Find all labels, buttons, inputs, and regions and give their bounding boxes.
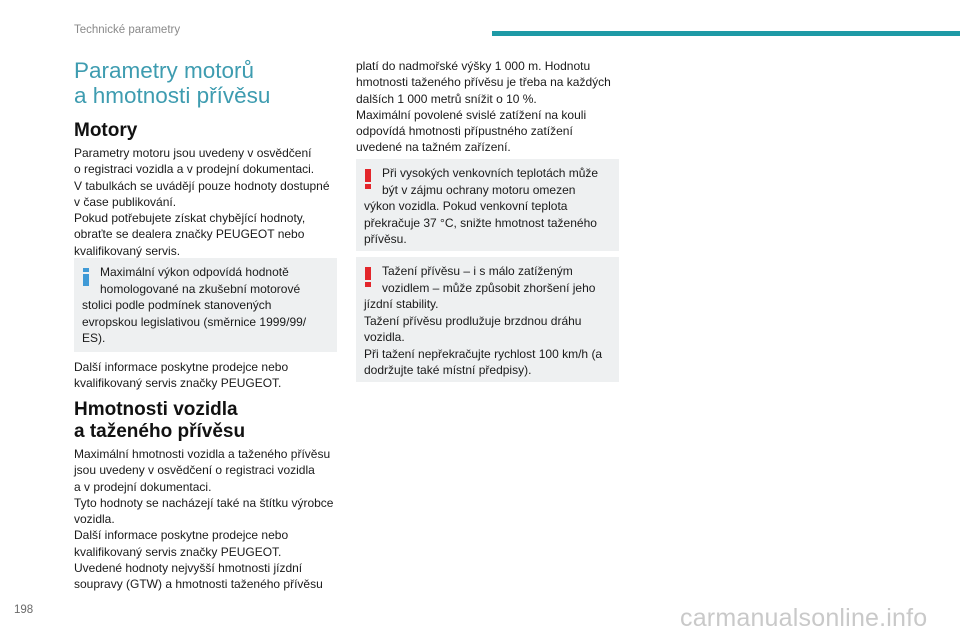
warning-note-temperature [356,159,619,251]
heading-line: a taženého přívěsu [74,421,246,442]
text-line: soupravy (GTW) a hmotnosti taženého přívěsu [74,577,323,592]
text-line: Tažení přívěsu – i s málo zatíženým [382,264,573,278]
text-line: obraťte se dealera značky PEUGEOT nebo [74,227,305,242]
warning-note-text [364,263,602,379]
text-line: překračuje 37 °C, snižte hmotnost taženého [364,215,597,230]
text-line: odpovídá hmotnosti přípustného zatížení [356,124,573,139]
info-note [74,258,337,352]
text-line: homologované na zkušební motorové [100,281,301,296]
text-line: být v zájmu ochrany motoru omezen [382,182,576,197]
text-line: přívěsu. [364,232,407,246]
section-heading-motory: Motory [74,120,138,141]
text-line: Při vysokých venkovních teplotách může [382,166,599,180]
right-paragraph [356,58,624,156]
motory-paragraph [74,145,342,259]
text-line: vozidla. [74,512,115,527]
heading-line: Hmotnosti vozidla [74,399,238,420]
text-line: jsou uvedeny v osvědčení o registraci vozidla [74,463,315,478]
running-header: Technické parametry [74,24,181,36]
text-line: Maximální povolené svislé zatížení na kouli [356,107,587,122]
page-title [74,58,344,108]
info-note-text [82,264,306,347]
text-line: Tažení přívěsu prodlužuje brzdnou dráhu [364,313,582,328]
text-line: uvedené na tažném zařízení. [356,140,511,155]
text-line: hmotnosti taženého přívěsu je třeba na každých [356,75,611,90]
text-line: Další informace poskytne prodejce nebo [74,360,289,374]
header-accent-bar [492,31,960,36]
watermark: carmanualsonline.info [680,604,928,632]
section-heading-hmotnosti [74,399,344,443]
warning-note-towing [356,257,619,382]
hmotnosti-paragraph [74,446,342,593]
text-line: Pokud potřebujete získat chybějící hodnoty, [74,211,306,226]
text-line: Uvedené hodnoty nejvyšší hmotnosti jízdní [74,561,303,576]
text-line: platí do nadmořské výšky 1 000 m. Hodnotu [356,59,591,73]
text-line: v čase publikování. [74,194,177,209]
text-line: a v prodejní dokumentaci. [74,479,212,494]
text-line: Při tažení nepřekračujte rychlost 100 km/h (a [364,346,603,361]
text-line: Parametry motoru jsou uvedeny v osvědčení [74,146,312,160]
text-line: vozidla. [364,330,405,344]
motory-paragraph-2 [74,359,342,392]
warning-note-text [364,165,598,248]
text-line: Maximální výkon odpovídá hodnotě [100,265,289,279]
text-line: dalších 1 000 metrů snížit o 10 %. [356,91,537,106]
text-line: výkon vozidla. Pokud venkovní teplota [364,199,568,213]
text-line: dodržujte také místní předpisy). [364,363,532,377]
page-number: 198 [14,604,34,616]
text-line: kvalifikovaný servis značky PEUGEOT. [74,376,282,391]
text-line: stolici podle podmínek stanovených [82,298,272,312]
text-line: Tyto hodnoty se nacházejí také na štítku výrobce [74,495,334,510]
text-line: jízdní stability. [364,297,439,311]
text-line: Maximální hmotnosti vozidla a taženého přívěsu [74,447,331,461]
text-line: kvalifikovaný servis. [74,243,181,258]
text-line: o registraci vozidla a v prodejní dokumentaci. [74,162,315,177]
text-line: ES). [82,331,106,345]
text-line: evropskou legislativou (směrnice 1999/99/ [82,314,307,329]
text-line: kvalifikovaný servis značky PEUGEOT. [74,544,282,559]
page-title-line: Parametry motorů [74,58,255,83]
page-title-line: a hmotnosti přívěsu [74,83,271,108]
text-line: V tabulkách se uvádějí pouze hodnoty dostupné [74,178,330,193]
text-line: Další informace poskytne prodejce nebo [74,528,289,543]
text-line: vozidlem – může způsobit zhoršení jeho [382,280,596,295]
